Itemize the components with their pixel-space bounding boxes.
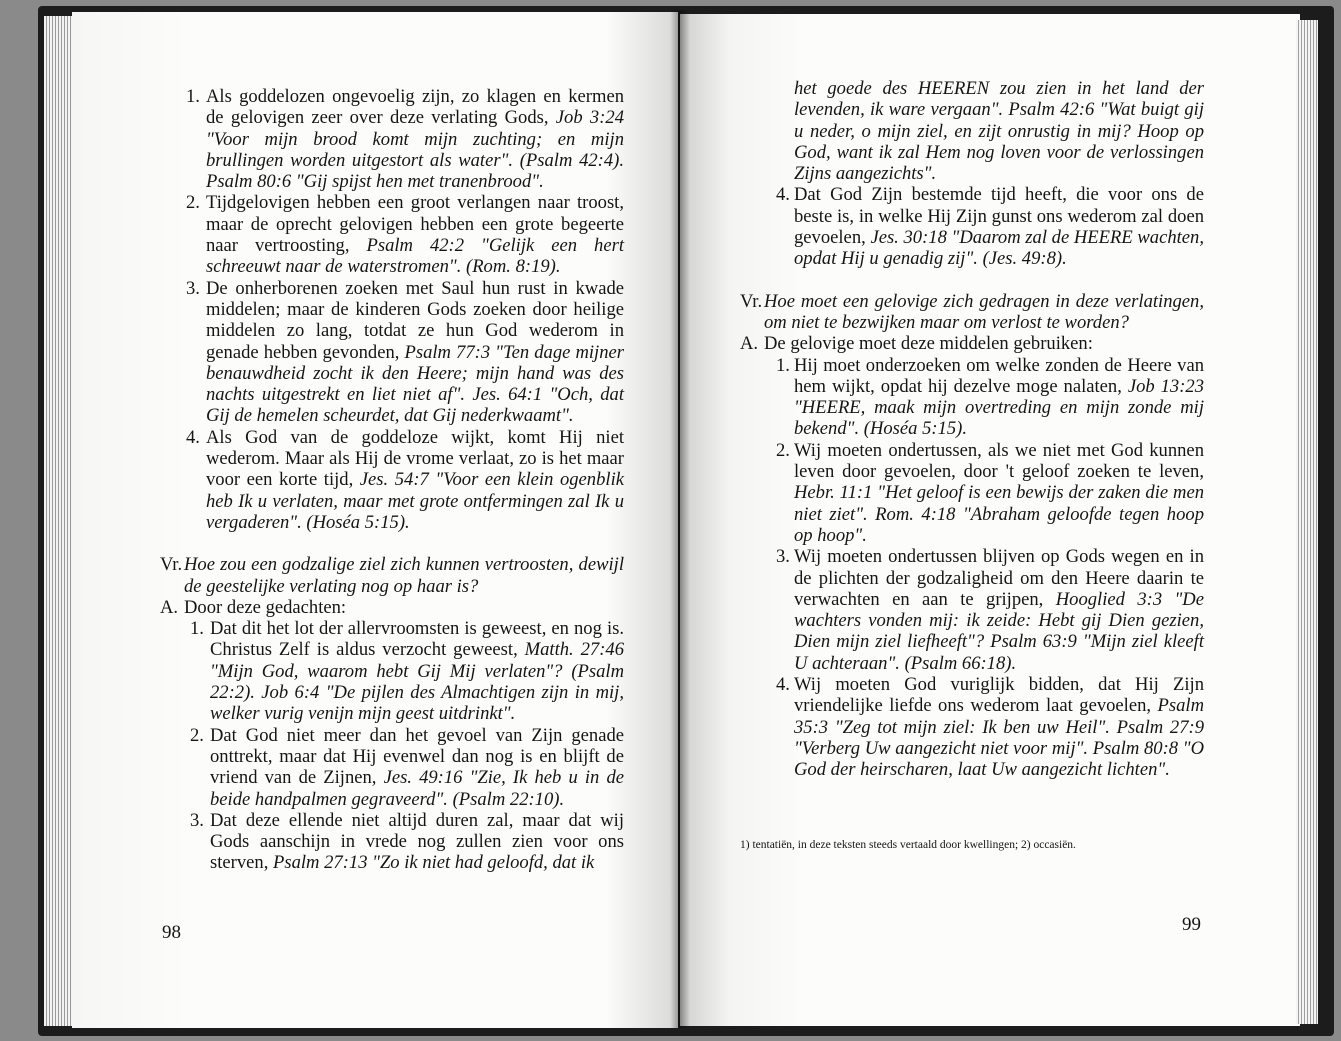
list-item: 3. Dat deze ellende niet altijd duren zal, maar dat wij Gods aanschijn in vrede nog zullen zien voor ons sterven, Psalm 27:13 "Zo ik niet had geloofd, dat ik [190,809,624,874]
list-item: 4. Dat God Zijn bestemde tijd heeft, die voor ons de beste is, in welke Hij Zijn gunst ons wederom zal doen gevoelen, Jes. 30:18 "Daarom zal de HEERE wachten, opdat Hij u genadig zij". (Jes. 49:8). [776,184,1204,270]
list-item: 4. Als God van de goddeloze wijkt, komt Hij niet wederom. Maar als Hij de vrome verlaat, zo is het maar voor een korte tijd, Jes. 54:7 "Voor een klein ogenblik heb Ik u verlaten, maar met grote ontfermingen zal Ik u vergaderen". (Hoséa 5:15). [186,426,624,533]
page-number-left: 98 [162,922,181,943]
list-item: 1. Dat dit het lot der allervroomsten is geweest, en nog is. Christus Zelf is aldus verzocht geweest, Matth. 27:46 "Mijn God, waarom hebt Gij Mij verlaten"? (Psalm 22:2). Job 6:4 "De pijlen des Almachtigen zijn in mij, welker vurig venijn mijn geest uitdrinkt". [190,618,624,725]
list-item: 3. Wij moeten ondertussen blijven op Gods wegen en in de plichten der godzaligheid om den Heere daarin te verwachten en aan te grijpen, Hooglied 3:3 "De wachters vonden mij: ik zeide: Hebt gij Dien gezien, Dien mijn ziel liefheeft"? Psalm 63:9 "Mijn ziel kleeft U achteraan". (Psalm 66:18). [776,546,1204,674]
right-page-text [740,78,1204,781]
list-item: 3. De onherborenen zoeken met Saul hun rust in kwade middelen; maar de kinderen Gods zoeken door heilige middelen zo lang, totdat ze hun God wederom in genade hebben gevonden, Psalm 77:3 "Ten dage mijner benauwdheid zocht ik den Heere; mijn hand was des nachts uitgestrekt en liet niet af". Jes. 64:1 "Och, dat Gij de hemelen scheurdet, dat Gij nederkwaamt". [186,277,624,427]
list-item: 1. Als goddelozen ongevoelig zijn, zo klagen en kermen de gelovigen zeer over deze verlating Gods, Job 3:24 "Voor mijn brood komt mijn zuchting; en mijn brullingen worden uitgestort als water". (Psalm 42:4). Psalm 80:6 "Gij spijst hen met tranenbrood". [186,86,624,193]
page-number-right: 99 [1182,914,1201,935]
question: Vr. Hoe zou een godzalige ziel zich kunnen vertroosten, dewijl de geestelijke verlating nog op haar is? [160,554,624,597]
list-item: 2. Dat God niet meer dan het gevoel van Zijn genade onttrekt, maar dat Hij evenwel dan nog is en blijft de vriend van de Zijnen, Jes. 49:16 "Zie, Ik heb u in de beide handpalmen gegraveerd". (Psalm 22:10). [190,724,624,810]
footnote: 1) tentatiën, in deze teksten steeds vertaald door kwellingen; 2) occasiën. [740,839,1076,851]
page-edges-right [1296,20,1318,1024]
list-item: 1. Hij moet onderzoeken om welke zonden de Heere van hem wijkt, opdat hij dezelve moge nalaten, Job 13:23 "HEERE, maak mijn overtreding en mijn zonde mij bekend". (Hoséa 5:15). [776,354,1204,440]
book-gutter [670,10,690,1028]
answer: A. Door deze gedachten: [160,596,347,618]
list-item-continuation: het goede des HEEREN zou zien in het land der levenden, ik ware vergaan". Psalm 42:6 "Wat buigt gij u neder, o mijn ziel, en zijt onrustig in mij? Hoop op God, want ik zal Hem nog loven voor de verlossingen Zijns aangezichts". [794,78,1204,185]
list-item: 2. Wij moeten ondertussen, als we niet met God kunnen leven door gevoelen, door 't geloof zoeken te leven, Hebr. 11:1 "Het geloof is een bewijs der zaken die men niet ziet". Rom. 4:18 "Abraham geloofde tegen hoop op hoop". [776,439,1204,546]
left-page-text [160,86,624,874]
list-item: 2. Tijdgelovigen hebben een groot verlangen naar troost, maar de oprecht gelovigen hebben een grote begeerte naar vertroosting, Psalm 42:2 "Gelijk een hert schreeuwt naar de waterstromen". (Rom. 8:19). [186,192,625,278]
question: Vr. Hoe moet een gelovige zich gedragen in deze verlatingen, om niet te bezwijken maar om verlost te worden? [740,290,1204,333]
list-item: 4. Wij moeten God vuriglijk bidden, dat Hij Zijn vriendelijke liefde ons wederom laat gevoelen, Psalm 35:3 "Zeg tot mijn ziel: Ik ben uw Heil". Psalm 27:9 "Verberg Uw aangezicht niet voor mij". Psalm 80:8 "O God der heirscharen, laat Uw aangezicht lichten". [776,674,1204,781]
answer: A. De gelovige moet deze middelen gebruiken: [740,333,1093,355]
